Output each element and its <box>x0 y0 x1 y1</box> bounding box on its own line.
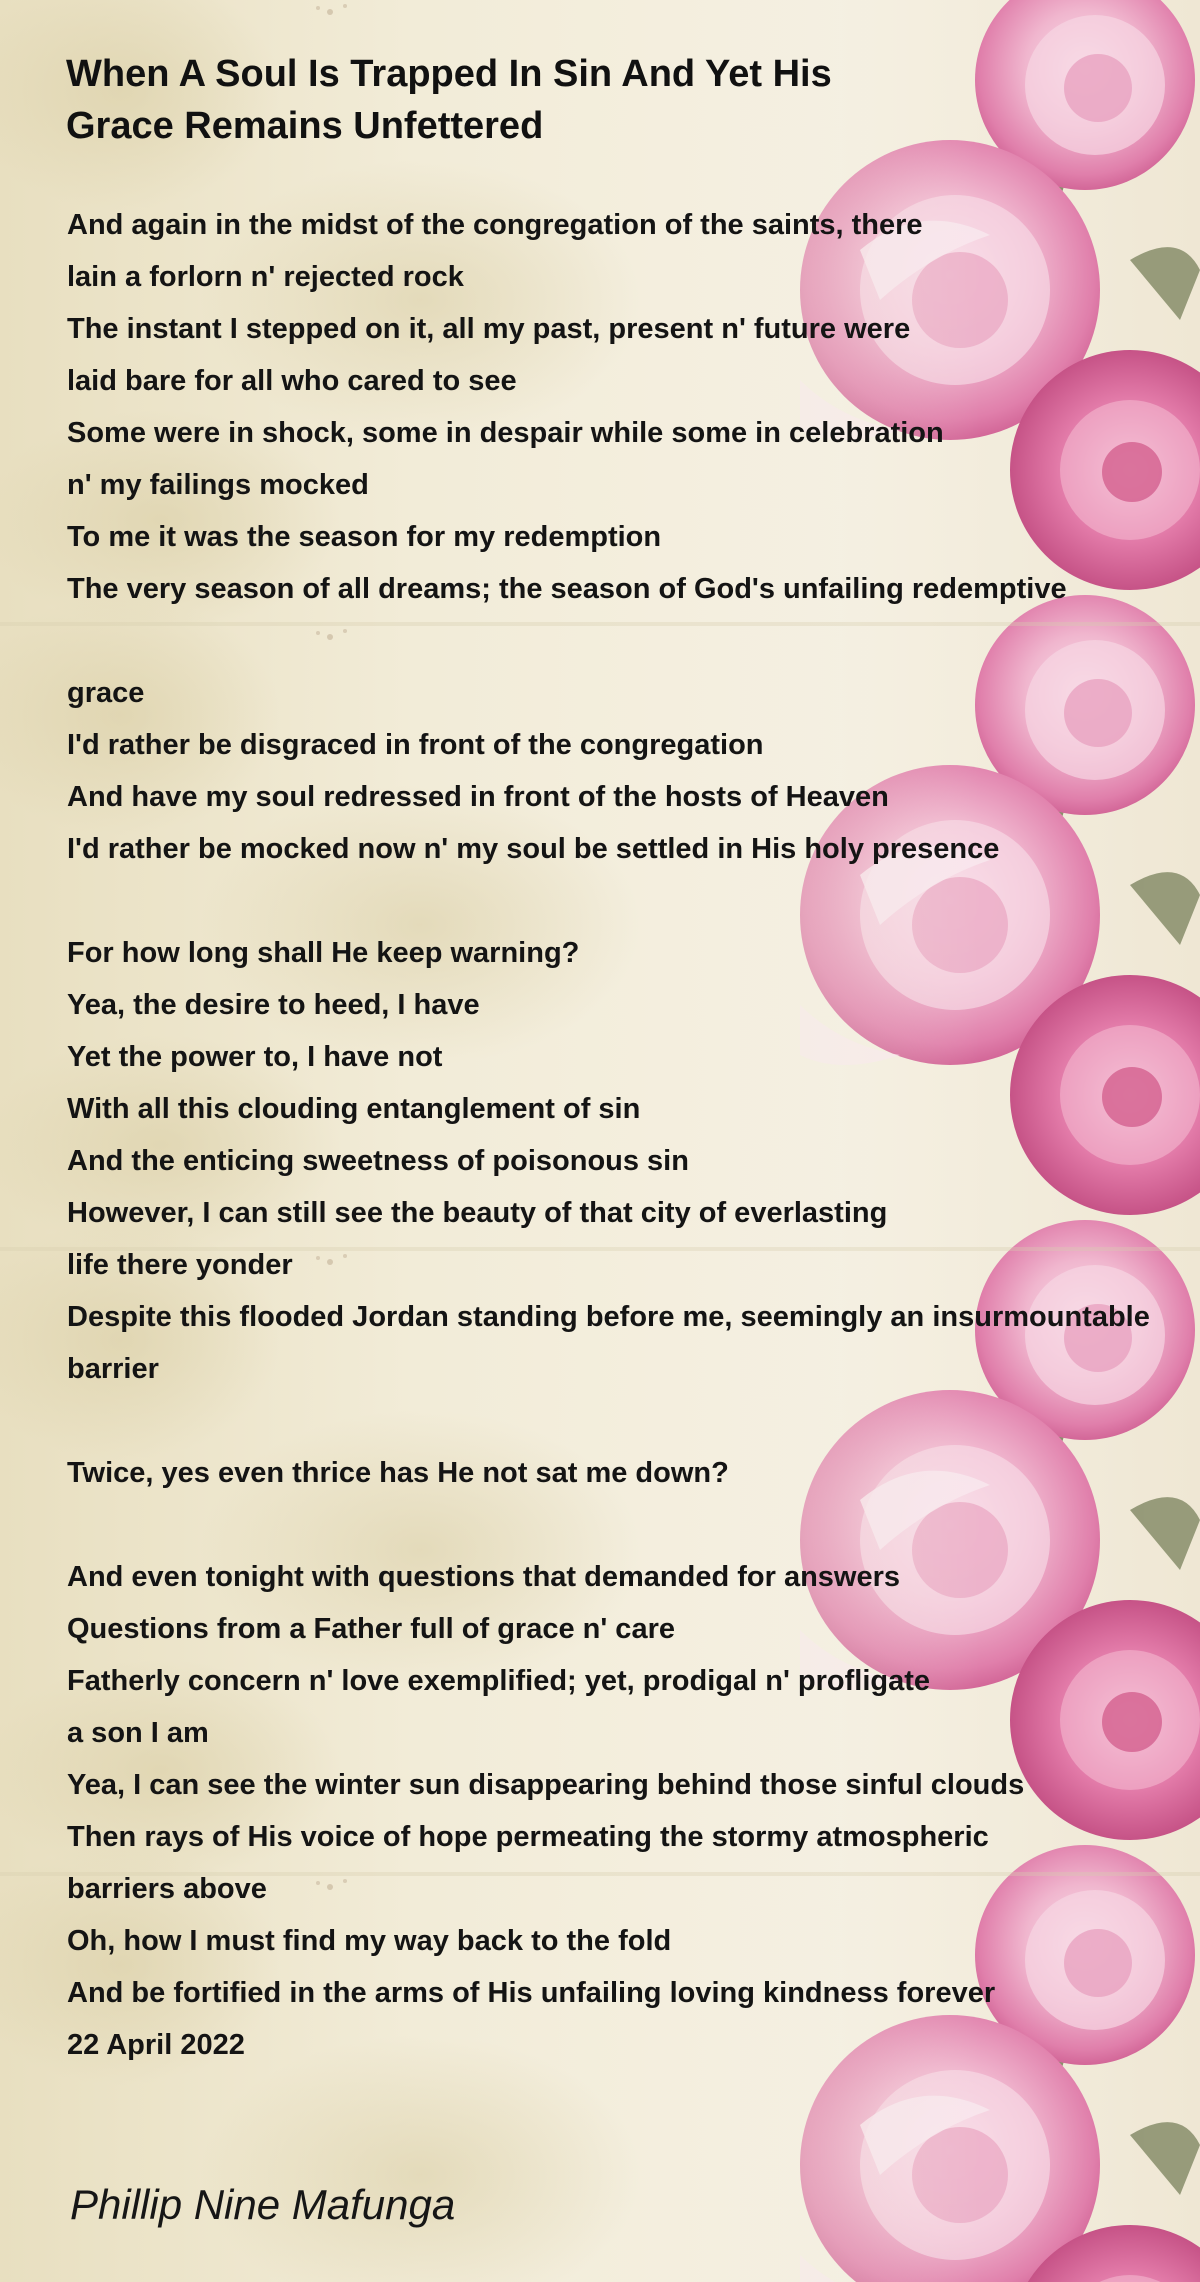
poem-line: And have my soul redressed in front of the hosts of Heaven <box>67 781 889 813</box>
poem-line: With all this clouding entanglement of sin <box>67 1093 641 1125</box>
poem-line: And the enticing sweetness of poisonous sin <box>67 1145 689 1177</box>
poem-line: Twice, yes even thrice has He not sat me down? <box>67 1457 729 1489</box>
title-line: When A Soul Is Trapped In Sin And Yet His <box>66 53 832 95</box>
poem-line: life there yonder <box>67 1249 293 1281</box>
poem-line: lain a forlorn n' rejected rock <box>67 261 464 293</box>
poem-line: For how long shall He keep warning? <box>67 937 580 969</box>
poem-line: barriers above <box>67 1873 267 1905</box>
poem-line: 22 April 2022 <box>67 2029 245 2061</box>
poem-line: And again in the midst of the congregation of the saints, there <box>67 209 923 241</box>
poem-line: I'd rather be mocked now n' my soul be settled in His holy presence <box>67 833 1000 865</box>
poem-line: The instant I stepped on it, all my past, present n' future were <box>67 313 911 345</box>
poem-line: And be fortified in the arms of His unfailing loving kindness forever <box>67 1977 996 2009</box>
stanza-gap <box>67 1499 1200 1551</box>
poem-line: Yea, the desire to heed, I have <box>67 989 480 1021</box>
poem-line: Despite this flooded Jordan standing before me, seemingly an insurmountable <box>67 1301 1150 1333</box>
poem-line: To me it was the season for my redemption <box>67 521 662 553</box>
poem-line: Some were in shock, some in despair while some in celebration <box>67 417 944 449</box>
poem-line: laid bare for all who cared to see <box>67 365 517 397</box>
stanza-gap <box>67 1395 1200 1447</box>
poem-line: Yea, I can see the winter sun disappearing behind those sinful clouds <box>67 1769 1025 1801</box>
title-line: Grace Remains Unfettered <box>66 105 544 147</box>
poem-line: I'd rather be disgraced in front of the congregation <box>67 729 764 761</box>
poem-line: Yet the power to, I have not <box>67 1041 443 1073</box>
poem-line: n' my failings mocked <box>67 469 369 501</box>
poem-line: And even tonight with questions that demanded for answers <box>67 1561 901 1593</box>
poem-body <box>67 199 1200 2071</box>
stanza-gap <box>67 615 1200 667</box>
stanza-gap <box>67 875 1200 927</box>
poem-line: However, I can still see the beauty of that city of everlasting <box>67 1197 888 1229</box>
poem-line: Oh, how I must find my way back to the fold <box>67 1925 672 1957</box>
poem-line: a son I am <box>67 1717 209 1749</box>
poem-line: grace <box>67 677 145 709</box>
poem-line: The very season of all dreams; the season of God's unfailing redemptive <box>67 573 1067 605</box>
poem-line: Then rays of His voice of hope permeating the stormy atmospheric <box>67 1821 989 1853</box>
poem-line: Fatherly concern n' love exemplified; yet, prodigal n' profligate <box>67 1665 931 1697</box>
poem-author: Phillip Nine Mafunga <box>70 2181 456 2228</box>
poem-title <box>66 48 1166 152</box>
poem-line: barrier <box>67 1353 159 1385</box>
poem-line: Questions from a Father full of grace n' care <box>67 1613 675 1645</box>
